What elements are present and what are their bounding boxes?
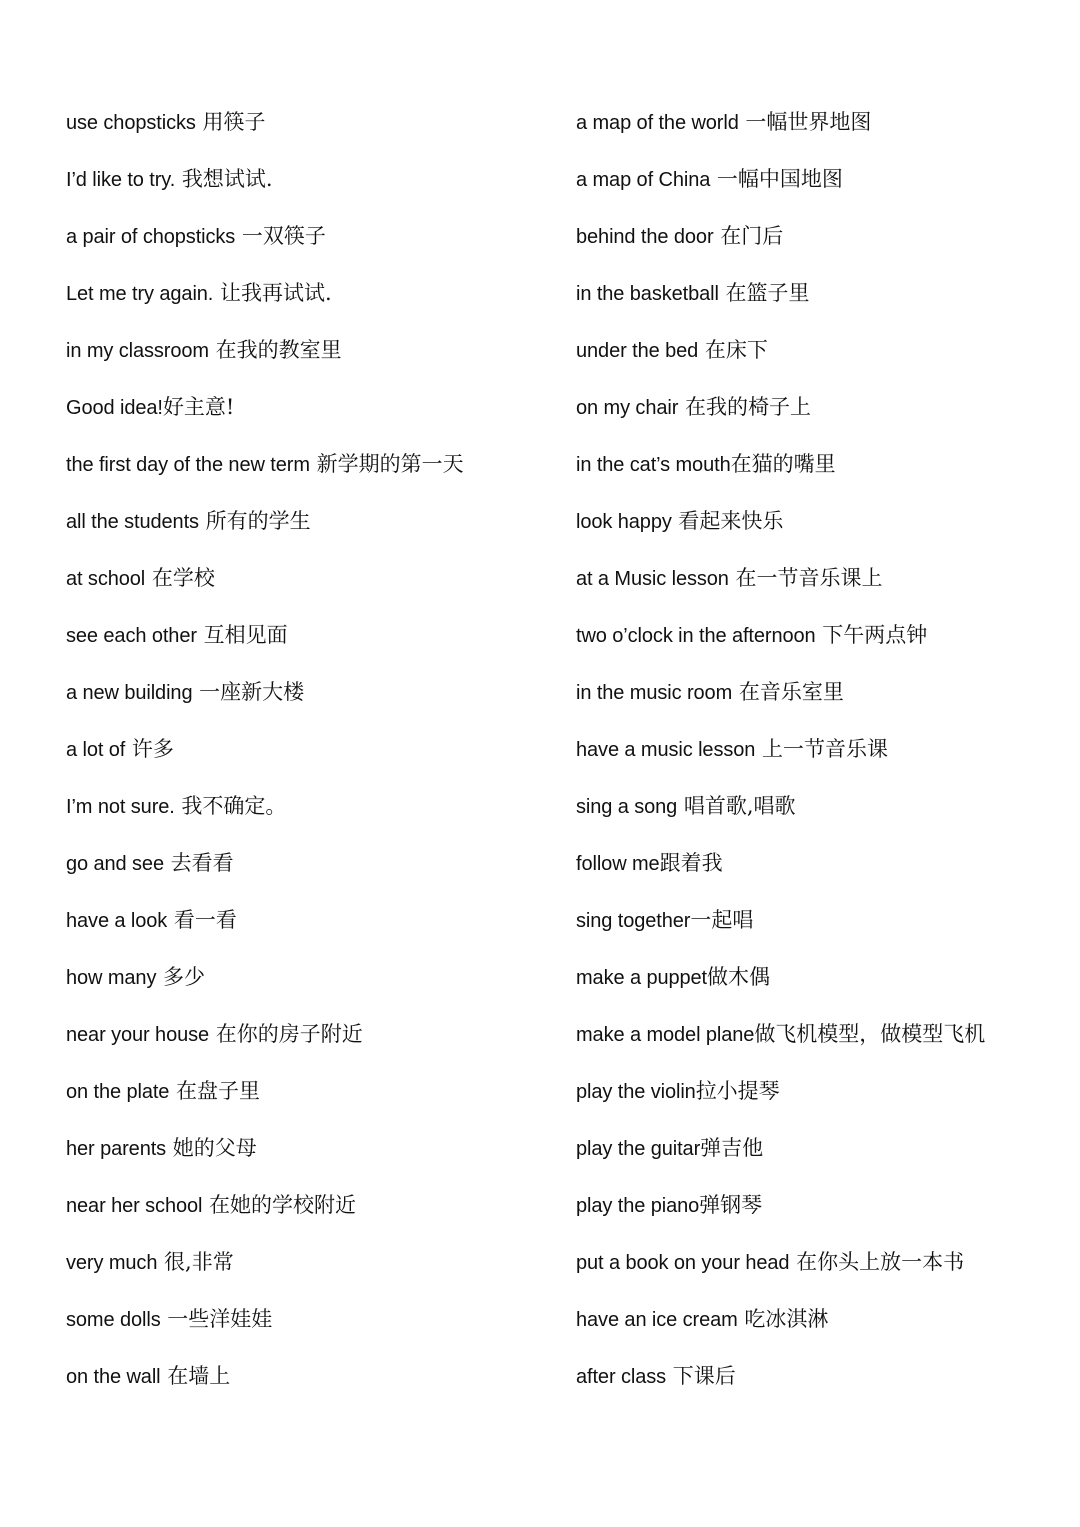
phrase-row [576,1179,1046,1236]
english-phrase: some dolls [66,1309,161,1331]
phrase-row [66,1008,536,1065]
phrase-row [576,1008,1046,1065]
english-phrase: a map of the world [576,112,739,134]
chinese-translation: 在墙上 [160,1364,231,1388]
chinese-translation: 在篮子里 [718,281,810,305]
phrase-row [576,438,1046,495]
phrase-row [576,324,1046,381]
phrase-row [576,210,1046,267]
phrase-row [576,837,1046,894]
chinese-translation: 做木偶 [707,965,771,989]
english-phrase: very much [66,1252,158,1274]
chinese-translation: 拉小提琴 [695,1079,780,1103]
english-phrase: Good idea! [66,397,163,419]
english-phrase: look happy [576,511,672,533]
phrase-row [576,609,1046,666]
english-phrase: go and see [66,853,164,875]
english-phrase: I’d like to try. [66,169,176,191]
phrase-row [66,552,536,609]
phrase-row [576,1293,1046,1350]
phrase-row [66,438,536,495]
english-phrase: on the plate [66,1081,170,1103]
chinese-translation: 在我的教室里 [208,338,342,362]
english-phrase: Let me try again. [66,283,214,305]
chinese-translation: 一些洋娃娃 [160,1307,273,1331]
english-phrase: play the piano [576,1195,700,1217]
phrase-row [576,267,1046,324]
english-phrase: put a book on your head [576,1252,790,1274]
phrase-row [66,381,536,438]
english-phrase: have a look [66,910,168,932]
english-phrase: a pair of chopsticks [66,226,236,248]
english-phrase: in the basketball [576,283,719,305]
chinese-translation: 她的父母 [166,1136,257,1160]
phrase-row [66,666,536,723]
english-phrase: a new building [66,682,193,704]
english-phrase: in the music room [576,682,733,704]
phrase-row [576,1122,1046,1179]
phrase-row [66,153,536,210]
chinese-translation: 跟着我 [659,851,723,875]
chinese-translation: 一双筷子 [235,224,326,248]
phrase-row [66,951,536,1008]
english-phrase: how many [66,967,157,989]
phrase-row [576,552,1046,609]
english-phrase: see each other [66,625,197,647]
phrase-row [576,1065,1046,1122]
english-phrase: sing a song [576,796,678,818]
phrase-row [576,495,1046,552]
chinese-translation: 在学校 [145,566,215,590]
phrase-row [66,1236,536,1293]
chinese-translation: 做飞机模型，做模型飞机 [754,1022,986,1046]
english-phrase: under the bed [576,340,699,362]
chinese-translation: 新学期的第一天 [309,452,464,476]
english-phrase: have an ice cream [576,1309,738,1331]
english-phrase: near your house [66,1024,210,1046]
english-phrase: at a Music lesson [576,568,729,590]
phrase-row [576,723,1046,780]
phrase-row [576,894,1046,951]
english-phrase: in the cat’s mouth [576,454,731,476]
phrase-row [66,495,536,552]
chinese-translation: 在你的房子附近 [209,1022,363,1046]
phrase-row [66,1179,536,1236]
chinese-translation: 在我的椅子上 [678,395,811,419]
phrase-row [66,1122,536,1179]
chinese-translation: 一座新大楼 [192,680,305,704]
english-phrase: two o’clock in the afternoon [576,625,816,647]
english-phrase: sing together [576,910,691,932]
chinese-translation: 下课后 [666,1364,736,1388]
phrase-row [576,96,1046,153]
chinese-translation: 好主意! [162,395,235,419]
phrase-row [66,894,536,951]
chinese-translation: 一起唱 [690,908,754,932]
phrase-row [576,780,1046,837]
english-phrase: make a puppet [576,967,708,989]
english-phrase: her parents [66,1138,167,1160]
chinese-translation: 看起来快乐 [671,509,784,533]
english-phrase: follow me [576,853,660,875]
chinese-translation: 一幅世界地图 [738,110,872,134]
phrase-row [576,1236,1046,1293]
phrase-row [576,951,1046,1008]
english-phrase: play the violin [576,1081,696,1103]
english-phrase: on my chair [576,397,679,419]
chinese-translation: 在你头上放一本书 [789,1250,965,1274]
chinese-translation: 看一看 [167,908,237,932]
chinese-translation: 在她的学校附近 [202,1193,357,1217]
english-phrase: after class [576,1366,667,1388]
english-phrase: play the guitar [576,1138,701,1160]
phrase-row [66,1065,536,1122]
phrase-row [66,1350,536,1407]
chinese-translation: 许多 [125,737,174,761]
chinese-translation: 下午两点钟 [815,623,928,647]
phrase-row [576,153,1046,210]
phrase-row [66,267,536,324]
phrase-row [66,1293,536,1350]
chinese-translation: 上一节音乐课 [755,737,888,761]
chinese-translation: 弹钢琴 [699,1193,763,1217]
phrase-row [576,666,1046,723]
chinese-translation: 一幅中国地图 [710,167,843,191]
right-phrase-column [576,96,1046,1407]
chinese-translation: 互相见面 [196,623,288,647]
english-phrase: at school [66,568,146,590]
chinese-translation: 弹吉他 [700,1136,764,1160]
left-phrase-column [66,96,536,1407]
chinese-translation: 在音乐室里 [732,680,844,704]
phrase-row [66,609,536,666]
chinese-translation: 多少 [156,965,206,989]
english-phrase: have a music lesson [576,739,756,761]
english-phrase: behind the door [576,226,714,248]
chinese-translation: 唱首歌,唱歌 [677,794,796,818]
english-phrase: on the wall [66,1366,161,1388]
phrase-row [66,96,536,153]
phrase-row [576,381,1046,438]
chinese-translation: 在盘子里 [169,1079,261,1103]
phrase-row [66,210,536,267]
chinese-translation: 我想试试. [175,167,273,191]
english-phrase: make a model plane [576,1024,755,1046]
chinese-translation: 在猫的嘴里 [730,452,836,476]
chinese-translation: 在一节音乐课上 [728,566,883,590]
phrase-row [66,837,536,894]
chinese-translation: 我不确定。 [174,794,287,818]
chinese-translation: 在门后 [713,224,784,248]
english-phrase: a lot of [66,739,126,761]
english-phrase: I’m not sure. [66,796,175,818]
phrase-row [66,723,536,780]
phrase-row [576,1350,1046,1407]
english-phrase: the first day of the new term [66,454,310,476]
phrase-row [66,780,536,837]
english-phrase: a map of China [576,169,711,191]
chinese-translation: 去看看 [163,851,234,875]
chinese-translation: 吃冰淇淋 [737,1307,829,1331]
chinese-translation: 让我再试试. [213,281,332,305]
chinese-translation: 很,非常 [157,1250,234,1274]
phrase-row [66,324,536,381]
chinese-translation: 在床下 [698,338,768,362]
english-phrase: in my classroom [66,340,209,362]
english-phrase: near her school [66,1195,203,1217]
chinese-translation: 用筷子 [195,110,266,134]
chinese-translation: 所有的学生 [198,509,311,533]
english-phrase: all the students [66,511,199,533]
english-phrase: use chopsticks [66,112,196,134]
